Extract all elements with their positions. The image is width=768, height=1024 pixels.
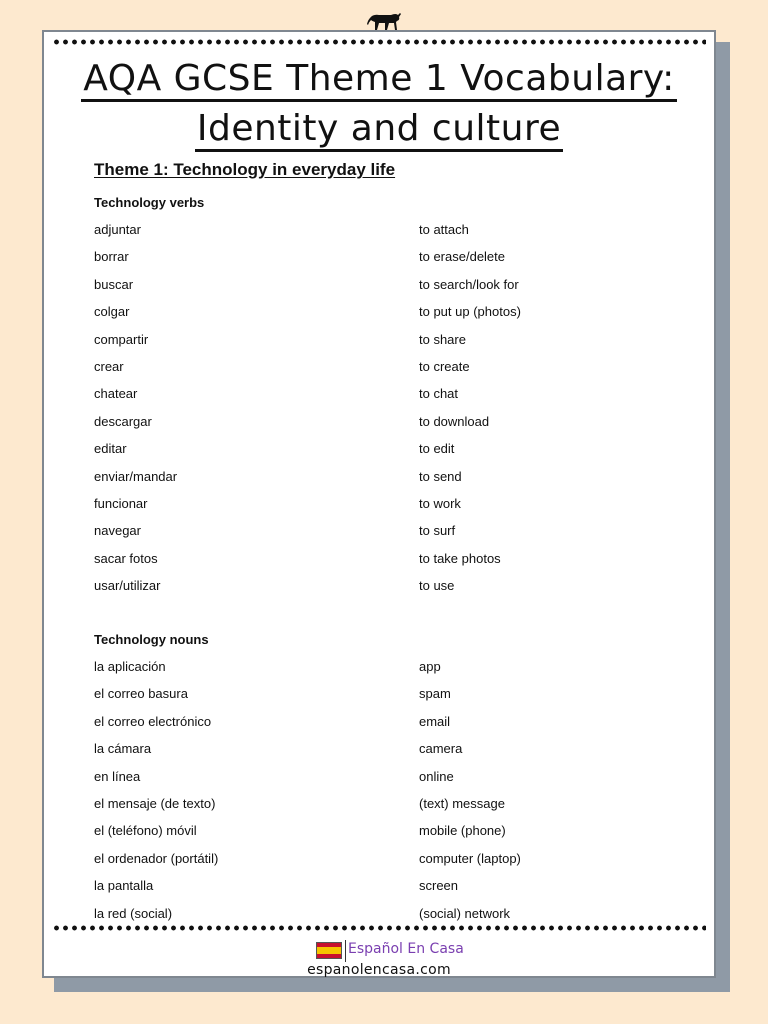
spanish-term: el correo electrónico	[94, 713, 212, 729]
english-translation: app	[419, 659, 441, 674]
spanish-term: la red (social)	[94, 905, 173, 921]
vocab-row	[94, 359, 674, 379]
english-translation: to create	[419, 359, 470, 374]
spanish-term: el (teléfono) móvil	[94, 823, 197, 839]
vocab-row	[94, 277, 674, 297]
vocab-row	[94, 796, 674, 816]
vocab-row	[94, 769, 674, 789]
english-translation: to search/look for	[419, 276, 519, 292]
spanish-term: la cámara	[94, 741, 152, 757]
vocab-row	[94, 659, 674, 679]
vocab-row	[94, 414, 674, 434]
spanish-term: adjuntar	[94, 222, 141, 237]
vocab-row	[94, 551, 674, 571]
spanish-term: la aplicación	[94, 659, 166, 674]
spanish-term: el mensaje (de texto)	[94, 796, 216, 811]
vocabulary-sheet	[42, 30, 716, 978]
vocab-row	[94, 741, 674, 761]
spanish-term: enviar/mandar	[94, 468, 178, 484]
english-translation: to download	[419, 413, 490, 429]
vocab-row	[94, 878, 674, 898]
english-translation: to send	[419, 468, 462, 484]
spanish-term: buscar	[94, 276, 134, 292]
spanish-term: chatear	[94, 386, 138, 402]
english-translation: to chat	[419, 386, 459, 402]
brand-name: Español En Casa	[348, 941, 464, 957]
vocab-row	[94, 304, 674, 324]
english-translation: to erase/delete	[419, 249, 506, 265]
english-translation: to take photos	[419, 550, 501, 566]
vocab-row	[94, 249, 674, 269]
english-translation: to edit	[419, 441, 455, 457]
english-translation: to work	[419, 496, 461, 511]
logo-divider	[345, 940, 346, 962]
english-translation: to use	[419, 578, 455, 594]
english-translation: online	[419, 768, 454, 784]
english-translation: camera	[419, 741, 463, 757]
english-translation: to attach	[419, 222, 469, 237]
spanish-term: navegar	[94, 523, 141, 539]
spanish-term: crear	[94, 359, 124, 374]
english-translation: mobile (phone)	[419, 823, 506, 839]
spanish-term: borrar	[94, 249, 129, 265]
english-translation: to surf	[419, 523, 456, 539]
english-translation: (social) network	[419, 905, 511, 921]
vocab-row	[94, 823, 674, 843]
footer-logo	[316, 938, 466, 962]
spanish-term: sacar fotos	[94, 550, 158, 566]
english-translation: to share	[419, 331, 466, 347]
title-line-1: AQA GCSE Theme 1 Vocabulary:	[44, 58, 714, 99]
bull-icon	[367, 8, 403, 32]
vocab-row	[94, 523, 674, 543]
vocab-row	[94, 686, 674, 706]
nouns-heading: Technology nouns	[94, 632, 209, 647]
vocab-row	[94, 851, 674, 871]
english-translation: (text) message	[419, 796, 505, 811]
spanish-term: el ordenador (portátil)	[94, 850, 219, 866]
dotted-border-top	[52, 39, 706, 45]
vocab-row	[94, 222, 674, 242]
english-translation: to put up (photos)	[419, 304, 521, 320]
spain-flag-icon	[316, 942, 342, 959]
english-translation: spam	[419, 686, 451, 702]
spanish-term: en línea	[94, 768, 141, 784]
spanish-term: el correo basura	[94, 686, 188, 702]
vocab-row	[94, 496, 674, 516]
dotted-border-bottom	[52, 925, 706, 931]
vocab-row	[94, 386, 674, 406]
spanish-term: usar/utilizar	[94, 578, 161, 594]
verbs-heading: Technology verbs	[94, 195, 205, 210]
vocab-row	[94, 714, 674, 734]
spanish-term: editar	[94, 441, 127, 457]
vocab-row	[94, 578, 674, 598]
spanish-term: colgar	[94, 304, 130, 320]
english-translation: screen	[419, 878, 459, 894]
vocab-row	[94, 469, 674, 489]
spanish-term: funcionar	[94, 496, 148, 511]
footer-url[interactable]: espanolencasa.com	[307, 962, 451, 978]
spanish-term: la pantalla	[94, 878, 154, 894]
spanish-term: descargar	[94, 413, 152, 429]
section-heading: Theme 1: Technology in everyday life	[94, 160, 396, 179]
english-translation: email	[419, 713, 451, 729]
vocab-row	[94, 906, 674, 926]
spanish-term: compartir	[94, 331, 149, 347]
title-line-2: Identity and culture	[44, 108, 714, 149]
vocab-row	[94, 441, 674, 461]
vocab-row	[94, 332, 674, 352]
english-translation: computer (laptop)	[419, 850, 521, 866]
